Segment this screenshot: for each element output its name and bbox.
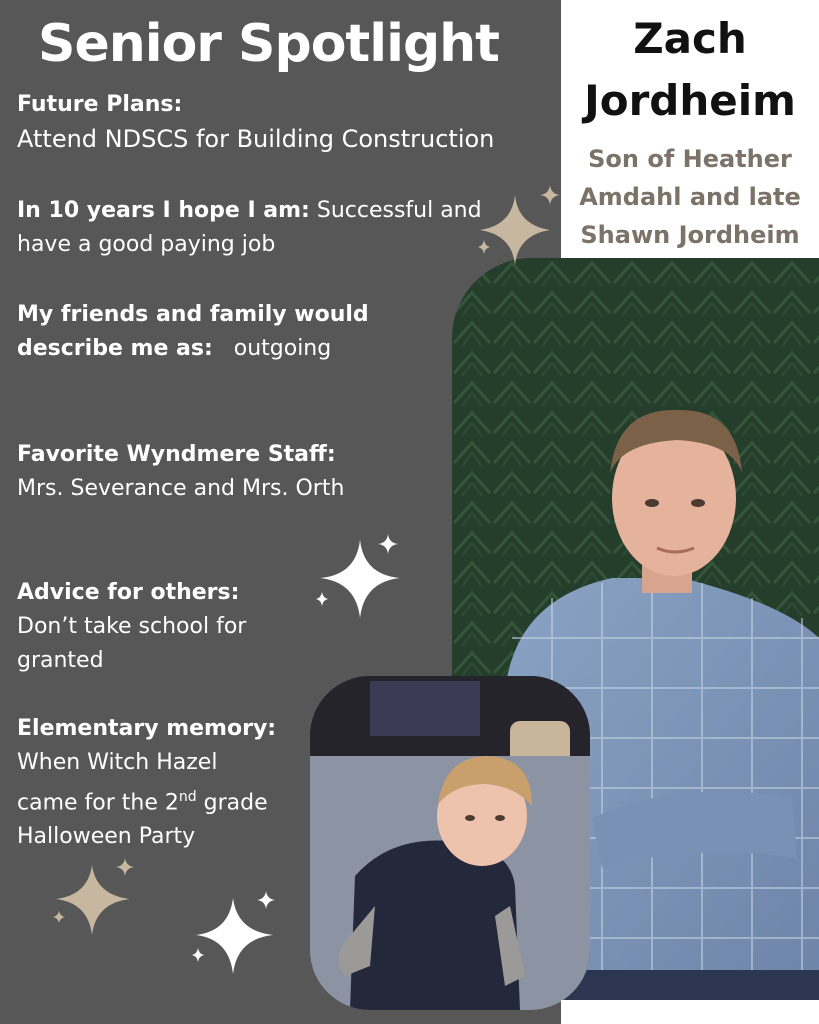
ten-years-label: In 10 years I hope I am: — [17, 198, 310, 223]
parents-line-1: Son of Heather — [588, 145, 792, 173]
bottom-white-strip — [561, 1000, 819, 1024]
student-last-name: Jordheim — [584, 76, 796, 125]
friends-label-2: describe me as: — [17, 336, 213, 361]
memory-line-2-post: grade — [196, 790, 268, 816]
friends-section — [17, 298, 369, 366]
advice-label: Advice for others: — [17, 580, 240, 605]
parents-line-3: Shawn Jordheim — [580, 221, 800, 249]
memory-line-3: Halloween Party — [17, 824, 196, 850]
sparkle-white-icon-middle — [310, 530, 410, 625]
memory-line-2-sup: nd — [178, 789, 197, 805]
ten-years-section — [17, 194, 482, 262]
memory-line-2-pre: came for the 2 — [17, 790, 179, 816]
staff-label: Favorite Wyndmere Staff: — [17, 442, 336, 467]
staff-section — [17, 438, 344, 506]
ten-years-answer-2: have a good paying job — [17, 232, 276, 257]
name-panel — [561, 0, 819, 258]
childhood-photo-illustration — [310, 676, 590, 1010]
parents-line-2: Amdahl and late — [579, 183, 801, 211]
future-plans-label: Future Plans: — [17, 92, 183, 117]
future-plans-section — [17, 88, 494, 156]
sparkle-gold-icon-top — [470, 180, 570, 270]
future-plans-answer: Attend NDSCS for Building Construction — [17, 125, 495, 153]
friends-answer: outgoing — [212, 336, 332, 361]
advice-section — [17, 576, 246, 678]
student-first-name: Zach — [633, 14, 747, 63]
memory-line-1: When Witch Hazel — [17, 750, 218, 775]
childhood-photo — [310, 676, 590, 1010]
advice-answer-2: granted — [17, 648, 104, 673]
advice-answer-1: Don’t take school for — [17, 614, 247, 639]
parents-text — [561, 140, 819, 254]
memory-label: Elementary memory: — [17, 716, 277, 741]
staff-answer: Mrs. Severance and Mrs. Orth — [17, 476, 345, 501]
sparkle-gold-icon-bottom — [50, 855, 145, 940]
memory-section — [17, 712, 276, 854]
ten-years-answer-1: Successful and — [309, 198, 482, 223]
friends-label-1: My friends and family would — [17, 302, 369, 327]
page-title: Senior Spotlight — [38, 14, 500, 74]
sparkle-white-icon-bottom — [188, 888, 283, 978]
